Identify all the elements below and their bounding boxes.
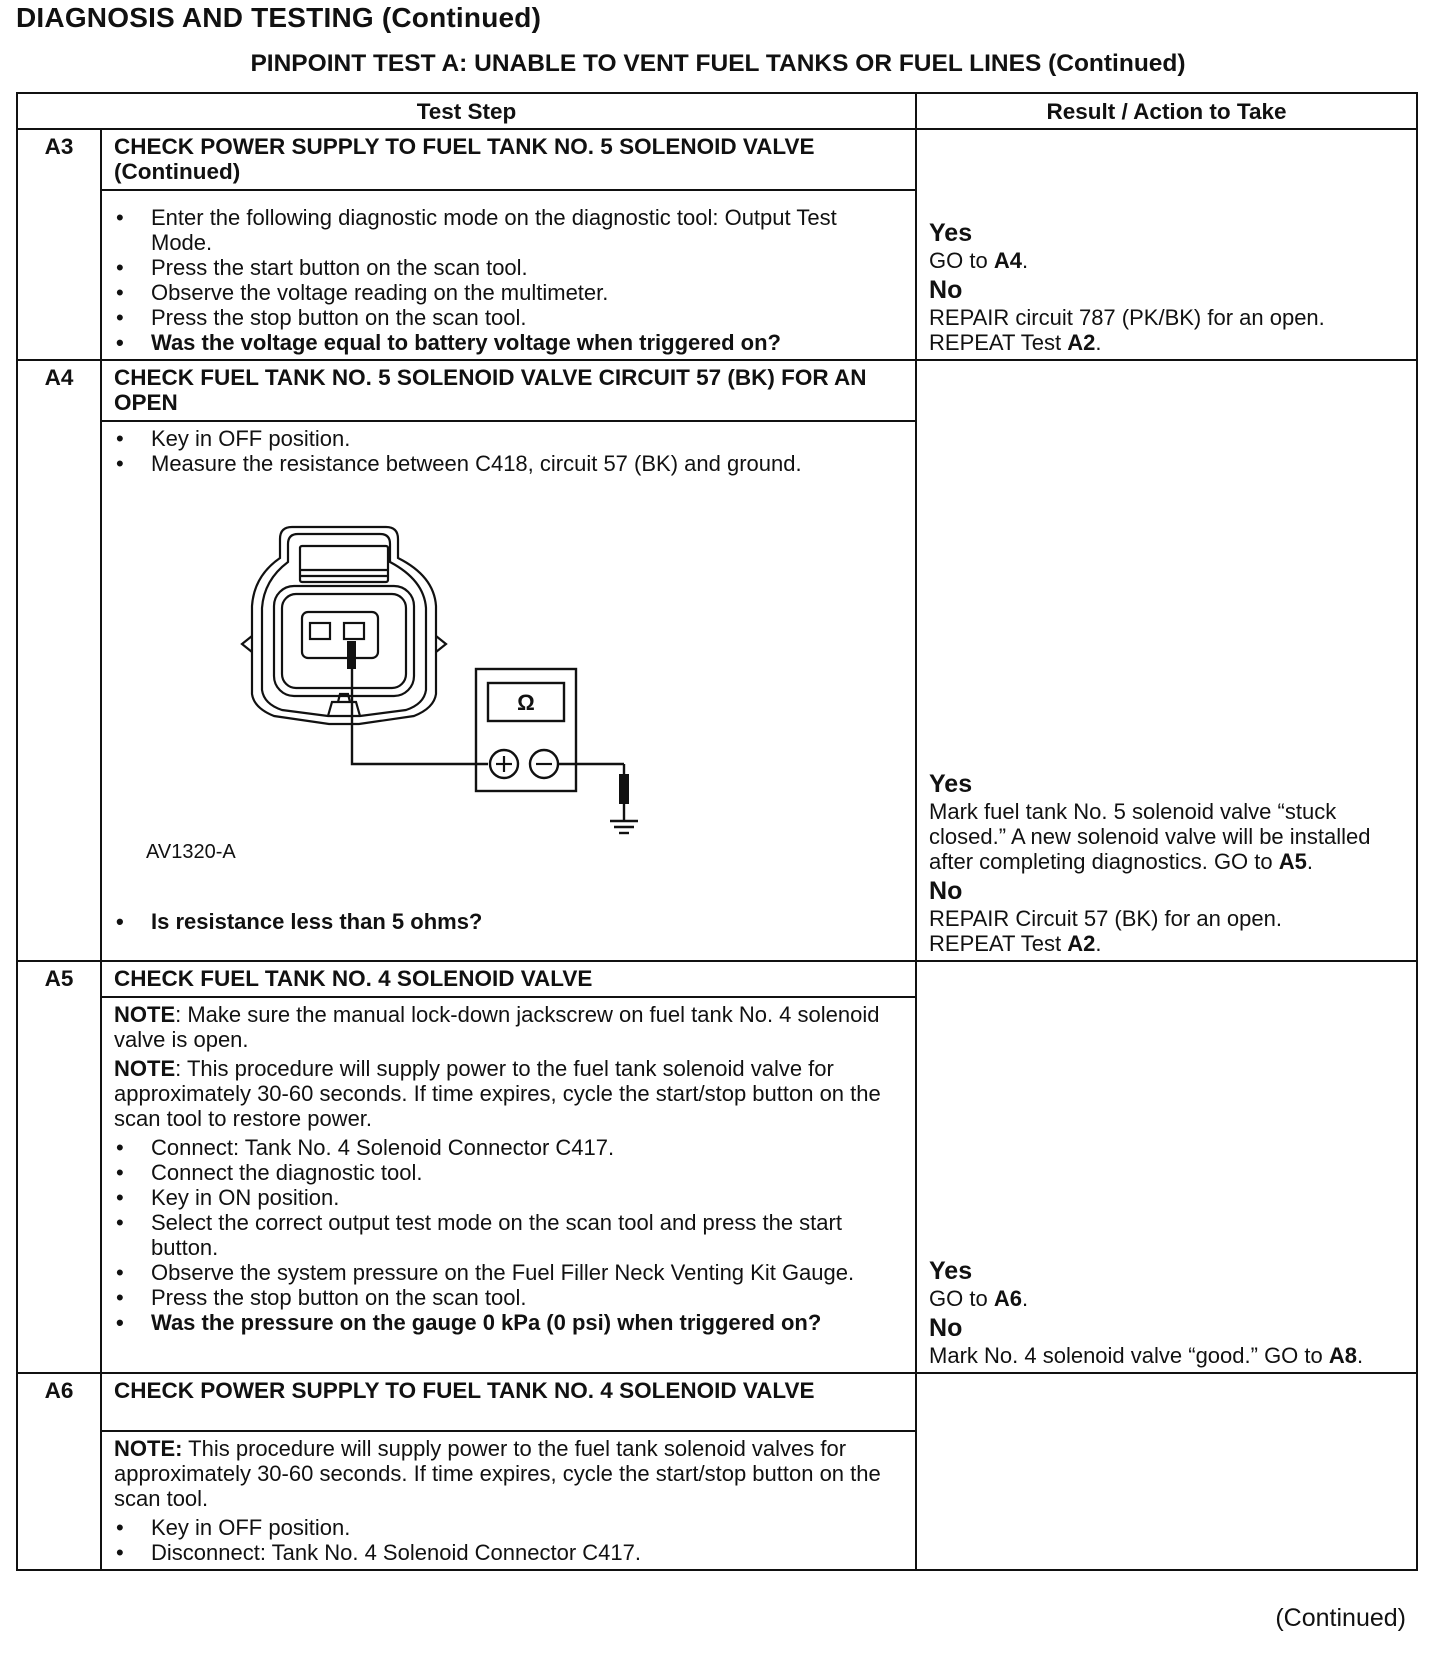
connector-multimeter-figure — [114, 476, 891, 909]
multimeter-icon — [476, 669, 576, 791]
ohm-symbol: Ω — [517, 690, 535, 715]
list-item: • Key in ON position. — [114, 1185, 891, 1210]
bullet-list — [114, 1515, 891, 1565]
step-id-a4: A4 — [17, 360, 101, 961]
col-header-result: Result / Action to Take — [916, 93, 1417, 129]
step-a5-header-row — [17, 961, 1417, 997]
step-body-a3 — [101, 190, 916, 360]
step-body-a5 — [101, 997, 916, 1373]
yes-label: Yes — [929, 219, 973, 247]
figure-label: AV1320-A — [146, 841, 236, 863]
no-label: No — [929, 877, 963, 905]
no-label: No — [929, 1314, 963, 1342]
pinpoint-test-table — [16, 92, 1418, 1571]
connector-c418-drawing — [242, 527, 446, 724]
yes-action: GO to A6. — [929, 1286, 1029, 1311]
step-title-a6: CHECK POWER SUPPLY TO FUEL TANK NO. 4 SOLENOID VALVE — [101, 1373, 916, 1431]
result-a4 — [916, 360, 1417, 961]
bullet-list — [114, 909, 891, 934]
step-id-a5: A5 — [17, 961, 101, 1373]
step-a6-header-row — [17, 1373, 1417, 1431]
list-item: • Press the stop button on the scan tool. — [114, 305, 891, 330]
result-a6 — [916, 1373, 1417, 1570]
yes-action: GO to A4. — [929, 248, 1029, 273]
note-paragraph: NOTE: This procedure will supply power to the fuel tank solenoid valves for approximately 30-60 seconds. If time expires, cycle the start/stop button on the scan tool. — [114, 1436, 881, 1511]
step-id-a6: A6 — [17, 1373, 101, 1570]
step-a4-header-row — [17, 360, 1417, 421]
yes-label: Yes — [929, 1257, 973, 1285]
list-item: • Key in OFF position. — [114, 1515, 891, 1540]
bullet-list — [114, 1135, 891, 1335]
ground-probe-icon — [619, 774, 629, 804]
pinpoint-test-title: PINPOINT TEST A: UNABLE TO VENT FUEL TANKS OR FUEL LINES (Continued) — [250, 50, 1186, 77]
list-item: • Press the start button on the scan tool. — [114, 255, 891, 280]
no-action: REPAIR circuit 787 (PK/BK) for an open. REPEAT Test A2. — [929, 305, 1325, 355]
page-heading: DIAGNOSIS AND TESTING (Continued) — [16, 2, 542, 33]
list-item: • Disconnect: Tank No. 4 Solenoid Connector C417. — [114, 1540, 891, 1565]
no-label: No — [929, 276, 963, 304]
bullet-list — [114, 205, 891, 355]
step-title-a3: CHECK POWER SUPPLY TO FUEL TANK NO. 5 SOLENOID VALVE (Continued) — [101, 129, 916, 190]
list-item: • Enter the following diagnostic mode on the diagnostic tool: Output Test Mode. — [114, 205, 891, 255]
list-item: • Connect the diagnostic tool. — [114, 1160, 891, 1185]
list-item: • Measure the resistance between C418, circuit 57 (BK) and ground. — [114, 451, 891, 476]
probe-tip-icon — [347, 641, 356, 669]
step-body-a4 — [101, 421, 916, 961]
step-body-a6 — [101, 1431, 916, 1570]
bullet-list — [114, 426, 891, 476]
step-title-a4: CHECK FUEL TANK NO. 5 SOLENOID VALVE CIRCUIT 57 (BK) FOR AN OPEN — [101, 360, 916, 421]
table-header-row — [17, 93, 1417, 129]
list-item: • Connect: Tank No. 4 Solenoid Connector C417. — [114, 1135, 891, 1160]
col-header-test-step: Test Step — [17, 93, 916, 129]
ground-symbol-icon — [610, 804, 638, 833]
result-a3 — [916, 129, 1417, 360]
yes-label: Yes — [929, 770, 973, 798]
step-title-a5: CHECK FUEL TANK NO. 4 SOLENOID VALVE — [101, 961, 916, 997]
list-item: • Press the stop button on the scan tool. — [114, 1285, 891, 1310]
result-a5 — [916, 961, 1417, 1373]
note-paragraph: NOTE: This procedure will supply power to the fuel tank solenoid valve for approximately 30-60 seconds. If time expires, cycle the start/stop button on the scan tool to restore power. — [114, 1056, 881, 1131]
continued-footer: (Continued) — [1275, 1604, 1406, 1632]
no-action: Mark No. 4 solenoid valve “good.” GO to A8. — [929, 1343, 1364, 1368]
list-item: • Key in OFF position. — [114, 426, 891, 451]
list-item-question: • Was the voltage equal to battery voltage when triggered on? — [114, 330, 891, 355]
step-a3-header-row — [17, 129, 1417, 190]
list-item: • Observe the system pressure on the Fuel Filler Neck Venting Kit Gauge. — [114, 1260, 891, 1285]
yes-action: Mark fuel tank No. 5 solenoid valve “stuck closed.” A new solenoid valve will be installed after completing diagnostics. GO to A5. — [929, 799, 1371, 874]
note-paragraph: NOTE: Make sure the manual lock-down jackscrew on fuel tank No. 4 solenoid valve is open. — [114, 1002, 880, 1052]
list-item-question: • Was the pressure on the gauge 0 kPa (0 psi) when triggered on? — [114, 1310, 891, 1335]
list-item-question: • Is resistance less than 5 ohms? — [114, 909, 891, 934]
step-id-a3: A3 — [17, 129, 101, 360]
list-item: • Observe the voltage reading on the multimeter. — [114, 280, 891, 305]
no-action: REPAIR Circuit 57 (BK) for an open. REPEAT Test A2. — [929, 906, 1282, 956]
list-item: • Select the correct output test mode on the scan tool and press the start button. — [114, 1210, 891, 1260]
